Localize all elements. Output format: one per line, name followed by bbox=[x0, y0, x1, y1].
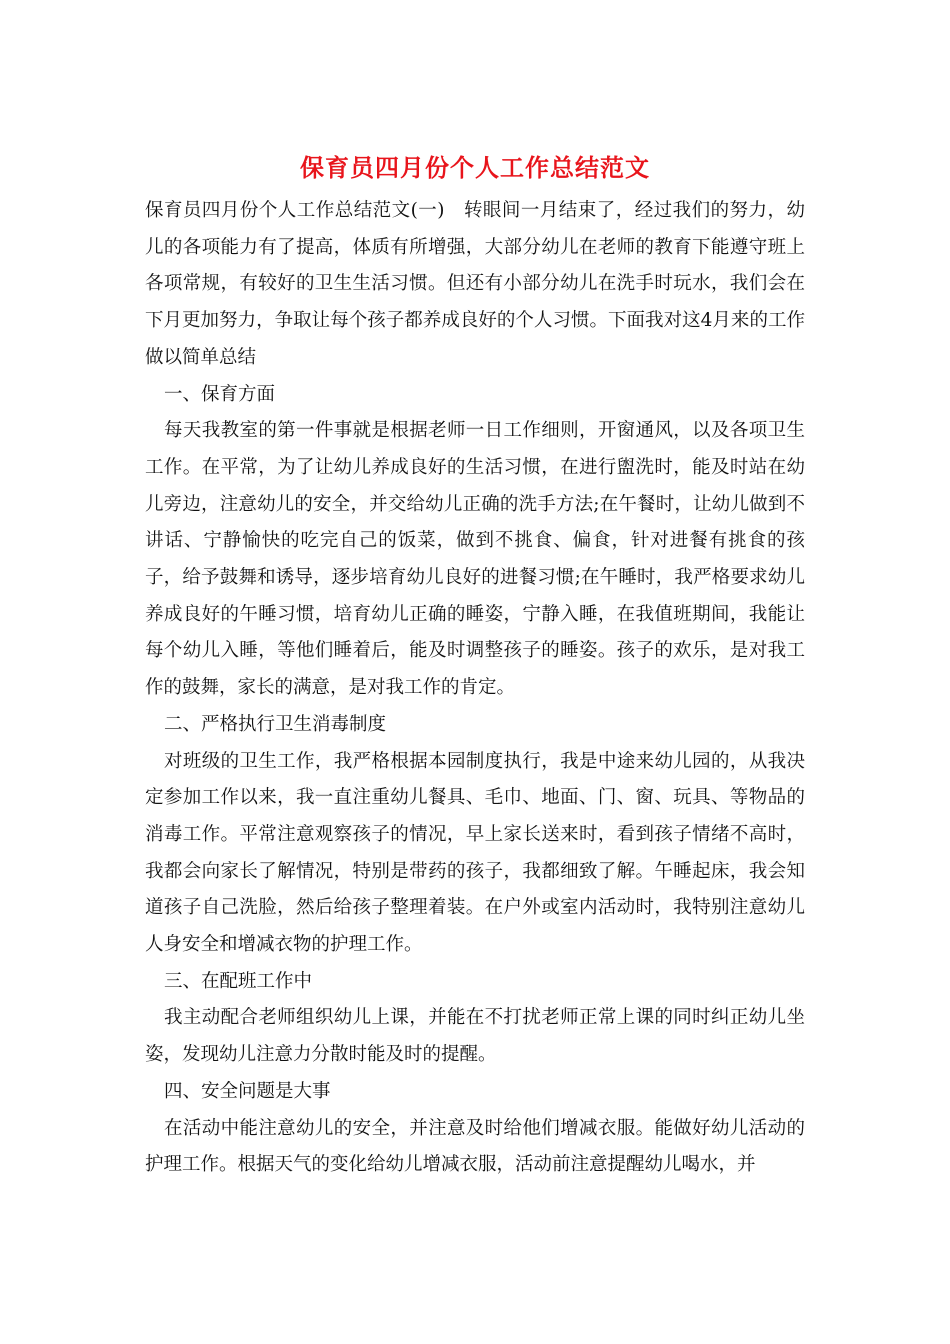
document-body bbox=[145, 193, 805, 1184]
coordination-paragraph: 我主动配合老师组织幼儿上课，并能在不打扰老师正常上课的同时纠正幼儿坐姿，发现幼儿注意力分散时能及时的提醒。 bbox=[145, 1007, 805, 1066]
safety-paragraph: 在活动中能注意幼儿的安全，并注意及时给他们增减衣服。能做好幼儿活动的护理工作。根据天气的变化给幼儿增减衣服，活动前注意提醒幼儿喝水，并 bbox=[145, 1117, 805, 1176]
section-heading-childcare: 一、保育方面 bbox=[164, 383, 276, 405]
hygiene-paragraph: 对班级的卫生工作，我严格根据本园制度执行，我是中途来幼儿园的，从我决定参加工作以来，我一直注重幼儿餐具、毛巾、地面、门、窗、玩具、等物品的消毒工作。平常注意观察孩子的情况，早上家长送来时，看到孩子情绪不高时，我都会向家长了解情况，特别是带药的孩子，我都细致了解。午睡起床，我会知道孩子自己洗脸，然后给孩子整理着装。在户外或室内活动时，我特别注意幼儿人身安全和增减衣物的护理工作。 bbox=[145, 750, 805, 956]
section-heading-safety: 四、安全问题是大事 bbox=[164, 1080, 331, 1102]
section-heading-coordination: 三、在配班工作中 bbox=[164, 970, 313, 992]
document-title: 保育员四月份个人工作总结范文 bbox=[300, 153, 650, 182]
intro-paragraph: 保育员四月份个人工作总结范文(一) 转眼间一月结束了，经过我们的努力，幼儿的各项能力有了提高，体质有所增强，大部分幼儿在老师的教育下能遵守班上各项常规，有较好的卫生生活习惯。但还有小部分幼儿在洗手时玩水，我们会在下月更加努力，争取让每个孩子都养成良好的个人习惯。下面我对这4月来的工作做以简单总结 bbox=[145, 200, 805, 368]
section-heading-hygiene: 二、严格执行卫生消毒制度 bbox=[164, 713, 387, 735]
childcare-paragraph: 每天我教室的第一件事就是根据老师一日工作细则，开窗通风，以及各项卫生工作。在平常，为了让幼儿养成良好的生活习惯，在进行盥洗时，能及时站在幼儿旁边，注意幼儿的安全，并交给幼儿正确的洗手方法;在午餐时，让幼儿做到不讲话、宁静愉快的吃完自己的饭菜，做到不挑食、偏食，针对进餐有挑食的孩子，给予鼓舞和诱导，逐步培育幼儿良好的进餐习惯;在午睡时，我严格要求幼儿养成良好的午睡习惯，培育幼儿正确的睡姿，宁静入睡，在我值班期间，我能让每个幼儿入睡，等他们睡着后，能及时调整孩子的睡姿。孩子的欢乐，是对我工作的鼓舞，家长的满意，是对我工作的肯定。 bbox=[145, 420, 805, 699]
